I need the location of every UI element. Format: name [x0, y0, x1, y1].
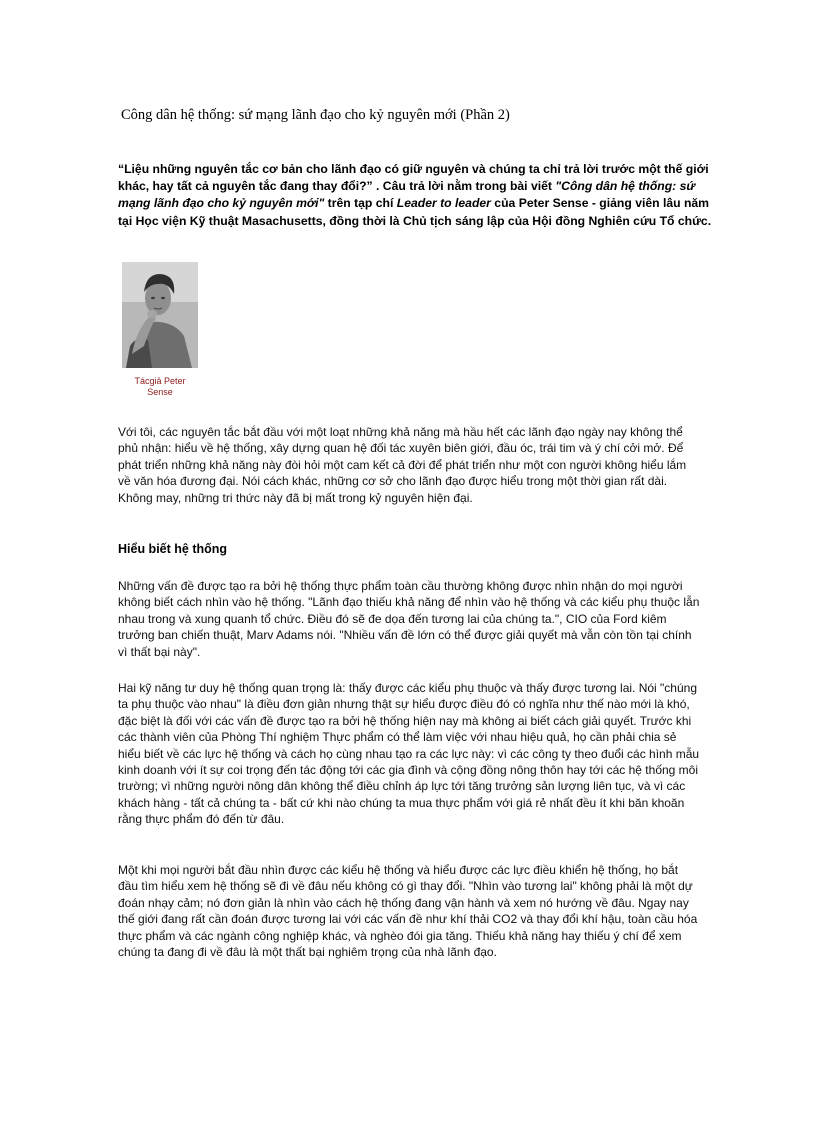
lead-text-2: trên tạp chí	[324, 196, 397, 211]
author-photo	[122, 262, 198, 368]
lead-paragraph	[118, 161, 718, 230]
author-photo-block	[122, 262, 198, 398]
systems-paragraph-1: Những vấn đề được tạo ra bởi hệ thống thực phẩm toàn cầu thường không được nhìn nhận do mọi người không biết cách nhìn vào hệ thống. "Lãnh đạo thiếu khả năng để nhìn vào hệ thống và các kiểu phụ thuộc lẫn nhau trong và xung quanh tổ chức. Điều đó sẽ đe dọa đến tương lai của chúng ta.", CIO của Ford kiêm trưởng ban chiến thuật, Marv Adams nói. "Nhiều vấn đề lớn có thể được giải quyết mà vẫn còn tồn tại chính vì thất bại này".	[118, 579, 700, 659]
lead-magazine-name: Leader to leader	[396, 196, 491, 211]
author-portrait-image	[122, 262, 198, 368]
author-photo-caption: Tácgiả Peter Sense	[134, 376, 186, 397]
systems-paragraph-2: Hai kỹ năng tư duy hệ thống quan trọng là: thấy được các kiểu phụ thuộc và thấy được tương lai. Nói "chúng ta phụ thuộc vào nhau" là điều đơn giản nhưng thật sự hiểu được điều đó có nghĩa như thế nào mới là khó, đặc biệt là đối với các vấn đề được tạo ra bởi hệ thống hiện nay mà không ai biết cách giải quyết. Trước khi các thành viên của Phòng Thí nghiệm Thực phẩm có thể làm việc với nhau hiệu quả, họ cần phải chia sẻ hiểu biết về các lực hệ thống và cách họ cùng nhau tạo ra các lực này: vì các công ty theo đuổi các hình mẫu kinh doanh với ít sự coi trọng đến tác động tới các gia đình và cộng đồng nông thôn hay tới các hệ thống môi trường; vì những người nông dân không thể điều chỉnh áp lực tới tăng trưởng sản lượng liên tục, và vì các khách hàng - tất cả chúng ta - bất cứ khi nào chúng ta mua thực phẩm với giá rẻ nhất đều ít khi băn khoăn rằng thực phẩm đó đến từ đâu.	[118, 681, 700, 827]
section-heading-systems: Hiểu biết hệ thống	[118, 542, 228, 556]
systems-paragraph-3: Một khi mọi người bắt đầu nhìn được các kiểu hệ thống và hiểu được các lực điều khiển hệ thống, họ bắt đầu tìm hiểu xem hệ thống sẽ đi về đâu nếu không có gì thay đổi. "Nhìn vào tương lai" không phải là một dự đoán nhạy cảm; nó đơn giản là nhìn vào cách hệ thống đang vận hành và xem nó hướng về đâu. Ngay nay thế giới đang rất cần đoán được tương lai với các vấn đề như khí thải CO2 và thay đổi khí hậu, toàn cầu hóa thực phẩm và các ngành công nghiệp khác, và nghèo đói gia tăng. Thiếu khả năng hay thiếu ý chí để xem chúng ta đang đi về đâu là một thất bại nghiêm trọng của nhà lãnh đạo.	[118, 863, 698, 960]
article-title: Công dân hệ thống: sứ mạng lãnh đạo cho kỷ nguyên mới (Phần 2)	[121, 107, 510, 123]
lead-text-1: “Liệu những nguyên tắc cơ bản cho lãnh đạo có giữ nguyên và chúng ta chỉ trả lời trước một thế giới khác, hay tất cả nguyên tắc đang thay đổi?” . Câu trả lời nằm trong bài viết	[118, 162, 709, 194]
intro-paragraph: Với tôi, các nguyên tắc bắt đầu với một loạt những khả năng mà hầu hết các lãnh đạo ngày nay không thể phủ nhận: hiểu về hệ thống, xây dựng quan hệ đối tác xuyên biên giới, đầu óc, trái tim và ý chí cởi mở. Để phát triển những khả năng này đòi hỏi một cam kết cả đời để phát triển như một con người không hiểu lắm về văn hóa đương đại. Nói cách khác, những cơ sở cho lãnh đạo được hiểu trong một thời gian rất dài. Không may, những tri thức này đã bị mất trong kỷ nguyên hiện đại.	[118, 425, 687, 505]
lead-text-3: của Peter Sense - giảng viên lâu năm tại Học viện Kỹ thuật Masachusetts, đồng thời là Chủ tịch sáng lập của Hội đồng Nghiên cứu Tổ chức.	[118, 196, 712, 228]
lead-article-title: "Công dân hệ thống: sứ mạng lãnh đạo cho kỷ nguyên mới"	[118, 179, 696, 211]
